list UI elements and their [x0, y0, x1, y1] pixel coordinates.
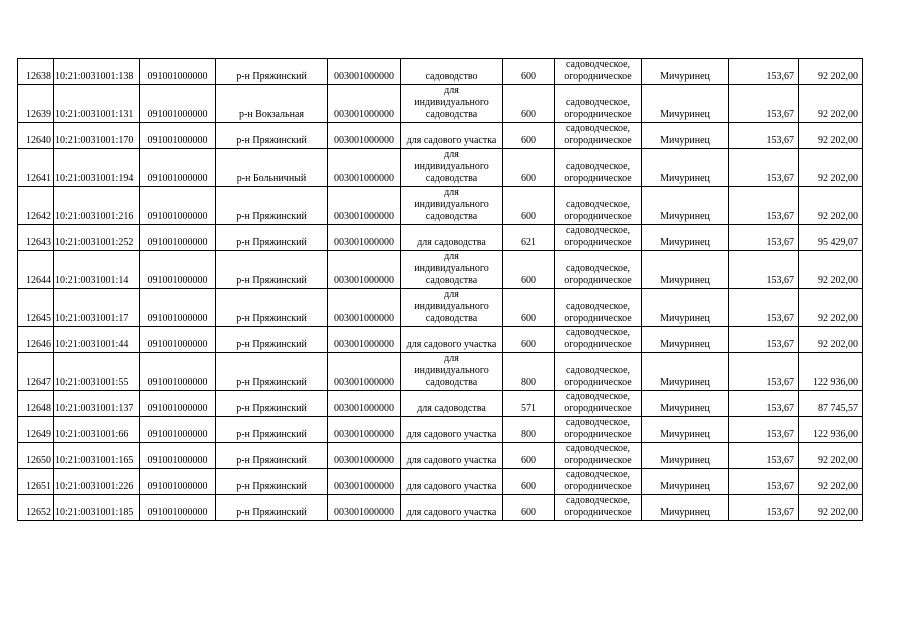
land-category-cell — [555, 327, 642, 353]
specific-value-cell: 153,67 — [729, 123, 799, 149]
land-category-cell — [555, 469, 642, 495]
oktmo-code-cell: 003001000000 — [328, 123, 401, 149]
okato-code-cell: 091001000000 — [140, 289, 216, 327]
permitted-use-line: для садоводства — [417, 237, 486, 248]
specific-value-cell: 153,67 — [729, 443, 799, 469]
location-cell: р-н Пряжинский — [216, 443, 328, 469]
okato-code-cell: 091001000000 — [140, 59, 216, 85]
permitted-use-line: для садового участка — [406, 507, 497, 518]
cadastral-number-cell: 10:21:0031001:137 — [54, 391, 140, 417]
permitted-use-line: для садового участка — [406, 481, 497, 492]
cadastral-value-cell: 95 429,07 — [799, 225, 863, 251]
okato-code-cell: 091001000000 — [140, 85, 216, 123]
location-cell: р-н Пряжинский — [216, 495, 328, 521]
cadastral-number-cell: 10:21:0031001:66 — [54, 417, 140, 443]
land-category-cell — [555, 149, 642, 187]
table-row — [18, 225, 863, 251]
area-cell: 600 — [503, 469, 555, 495]
area-cell: 600 — [503, 443, 555, 469]
land-category-cell — [555, 391, 642, 417]
land-plots-table — [17, 58, 863, 521]
record-number-cell: 12640 — [18, 123, 54, 149]
record-number-cell: 12651 — [18, 469, 54, 495]
permitted-use-line: индивидуального — [414, 301, 489, 312]
record-number-cell: 12652 — [18, 495, 54, 521]
specific-value-cell: 153,67 — [729, 149, 799, 187]
area-cell: 800 — [503, 353, 555, 391]
permitted-use-line: индивидуального — [414, 263, 489, 274]
land-category-line: садоводческое, — [565, 161, 631, 172]
land-category-line: садоводческое, — [565, 443, 631, 454]
permitted-use-line: садоводства — [425, 211, 478, 222]
permitted-use-line: садоводства — [425, 109, 478, 120]
area-cell: 571 — [503, 391, 555, 417]
land-category-line: огородническое — [564, 211, 632, 222]
area-cell: 600 — [503, 123, 555, 149]
okato-code-cell: 091001000000 — [140, 251, 216, 289]
cadastral-value-cell: 92 202,00 — [799, 495, 863, 521]
okato-code-cell: 091001000000 — [140, 327, 216, 353]
record-number-cell: 12641 — [18, 149, 54, 187]
land-category-line: огородническое — [564, 71, 632, 82]
permitted-use-line: для — [444, 289, 459, 300]
specific-value-cell: 153,67 — [729, 187, 799, 225]
permitted-use-line: для садового участка — [406, 429, 497, 440]
cadastral-number-cell: 10:21:0031001:226 — [54, 469, 140, 495]
partnership-name-cell: Мичуринец — [642, 443, 729, 469]
cadastral-value-cell: 92 202,00 — [799, 187, 863, 225]
permitted-use-line: для — [444, 251, 459, 262]
partnership-name-cell: Мичуринец — [642, 59, 729, 85]
specific-value-cell: 153,67 — [729, 353, 799, 391]
okato-code-cell: 091001000000 — [140, 187, 216, 225]
location-cell: р-н Пряжинский — [216, 289, 328, 327]
specific-value-cell: 153,67 — [729, 417, 799, 443]
location-cell: р-н Пряжинский — [216, 469, 328, 495]
permitted-use-cell — [401, 443, 503, 469]
location-cell: р-н Вокзальная — [216, 85, 328, 123]
okato-code-cell: 091001000000 — [140, 225, 216, 251]
table-row — [18, 187, 863, 225]
table-row — [18, 391, 863, 417]
cadastral-number-cell: 10:21:0031001:55 — [54, 353, 140, 391]
land-category-line: садоводческое, — [565, 199, 631, 210]
partnership-name-cell: Мичуринец — [642, 417, 729, 443]
okato-code-cell: 091001000000 — [140, 149, 216, 187]
oktmo-code-cell: 003001000000 — [328, 85, 401, 123]
location-cell: р-н Пряжинский — [216, 59, 328, 85]
okato-code-cell: 091001000000 — [140, 469, 216, 495]
oktmo-code-cell: 003001000000 — [328, 417, 401, 443]
partnership-name-cell: Мичуринец — [642, 123, 729, 149]
land-category-line: садоводческое, — [565, 417, 631, 428]
land-category-line: садоводческое, — [565, 225, 631, 236]
partnership-name-cell: Мичуринец — [642, 187, 729, 225]
area-cell: 600 — [503, 85, 555, 123]
cadastral-value-cell: 92 202,00 — [799, 123, 863, 149]
cadastral-number-cell: 10:21:0031001:17 — [54, 289, 140, 327]
partnership-name-cell: Мичуринец — [642, 289, 729, 327]
permitted-use-line: для — [444, 85, 459, 96]
specific-value-cell: 153,67 — [729, 251, 799, 289]
oktmo-code-cell: 003001000000 — [328, 495, 401, 521]
cadastral-number-cell: 10:21:0031001:216 — [54, 187, 140, 225]
area-cell: 600 — [503, 187, 555, 225]
land-category-line: огородническое — [564, 109, 632, 120]
partnership-name-cell: Мичуринец — [642, 495, 729, 521]
table-row — [18, 353, 863, 391]
land-category-cell — [555, 417, 642, 443]
permitted-use-line: индивидуального — [414, 199, 489, 210]
land-category-line: садоводческое, — [565, 59, 631, 70]
oktmo-code-cell: 003001000000 — [328, 327, 401, 353]
specific-value-cell: 153,67 — [729, 289, 799, 327]
land-category-line: садоводческое, — [565, 495, 631, 506]
land-category-cell — [555, 289, 642, 327]
cadastral-number-cell: 10:21:0031001:185 — [54, 495, 140, 521]
land-category-line: огородническое — [564, 481, 632, 492]
land-category-line: садоводческое, — [565, 123, 631, 134]
partnership-name-cell: Мичуринец — [642, 327, 729, 353]
area-cell: 600 — [503, 251, 555, 289]
cadastral-value-cell: 122 936,00 — [799, 353, 863, 391]
record-number-cell: 12647 — [18, 353, 54, 391]
permitted-use-line: для садоводства — [417, 403, 486, 414]
oktmo-code-cell: 003001000000 — [328, 251, 401, 289]
record-number-cell: 12648 — [18, 391, 54, 417]
permitted-use-cell — [401, 469, 503, 495]
land-category-line: огородническое — [564, 275, 632, 286]
table-row — [18, 327, 863, 353]
permitted-use-cell — [401, 59, 503, 85]
cadastral-number-cell: 10:21:0031001:138 — [54, 59, 140, 85]
land-category-line: садоводческое, — [565, 391, 631, 402]
permitted-use-line: индивидуального — [414, 161, 489, 172]
permitted-use-line: для — [444, 149, 459, 160]
record-number-cell: 12639 — [18, 85, 54, 123]
cadastral-value-cell: 87 745,57 — [799, 391, 863, 417]
cadastral-value-cell: 92 202,00 — [799, 149, 863, 187]
land-category-line: огородническое — [564, 377, 632, 388]
land-category-line: огородническое — [564, 173, 632, 184]
land-category-line: садоводческое, — [565, 327, 631, 338]
permitted-use-cell — [401, 149, 503, 187]
okato-code-cell: 091001000000 — [140, 353, 216, 391]
table-row — [18, 149, 863, 187]
land-category-line: огородническое — [564, 135, 632, 146]
record-number-cell: 12644 — [18, 251, 54, 289]
cadastral-number-cell: 10:21:0031001:194 — [54, 149, 140, 187]
okato-code-cell: 091001000000 — [140, 417, 216, 443]
land-category-line: садоводческое, — [565, 263, 631, 274]
cadastral-number-cell: 10:21:0031001:14 — [54, 251, 140, 289]
location-cell: р-н Пряжинский — [216, 225, 328, 251]
okato-code-cell: 091001000000 — [140, 391, 216, 417]
area-cell: 600 — [503, 327, 555, 353]
specific-value-cell: 153,67 — [729, 327, 799, 353]
partnership-name-cell: Мичуринец — [642, 251, 729, 289]
record-number-cell: 12643 — [18, 225, 54, 251]
location-cell: р-н Больничный — [216, 149, 328, 187]
cadastral-value-cell: 92 202,00 — [799, 289, 863, 327]
permitted-use-cell — [401, 225, 503, 251]
permitted-use-cell — [401, 391, 503, 417]
table-row — [18, 85, 863, 123]
table-row — [18, 123, 863, 149]
partnership-name-cell: Мичуринец — [642, 353, 729, 391]
area-cell: 621 — [503, 225, 555, 251]
oktmo-code-cell: 003001000000 — [328, 469, 401, 495]
land-category-line: огородническое — [564, 403, 632, 414]
permitted-use-cell — [401, 353, 503, 391]
oktmo-code-cell: 003001000000 — [328, 59, 401, 85]
permitted-use-line: для — [444, 187, 459, 198]
area-cell: 600 — [503, 149, 555, 187]
location-cell: р-н Пряжинский — [216, 123, 328, 149]
permitted-use-line: садоводство — [425, 71, 478, 82]
table-row — [18, 251, 863, 289]
land-category-line: огородническое — [564, 507, 632, 518]
specific-value-cell: 153,67 — [729, 495, 799, 521]
partnership-name-cell: Мичуринец — [642, 391, 729, 417]
permitted-use-cell — [401, 123, 503, 149]
record-number-cell: 12649 — [18, 417, 54, 443]
cadastral-number-cell: 10:21:0031001:170 — [54, 123, 140, 149]
land-category-cell — [555, 225, 642, 251]
oktmo-code-cell: 003001000000 — [328, 149, 401, 187]
table-row — [18, 417, 863, 443]
partnership-name-cell: Мичуринец — [642, 85, 729, 123]
land-category-cell — [555, 443, 642, 469]
land-category-cell — [555, 251, 642, 289]
okato-code-cell: 091001000000 — [140, 443, 216, 469]
location-cell: р-н Пряжинский — [216, 327, 328, 353]
partnership-name-cell: Мичуринец — [642, 469, 729, 495]
land-category-cell — [555, 85, 642, 123]
land-category-cell — [555, 353, 642, 391]
area-cell: 600 — [503, 59, 555, 85]
land-category-line: садоводческое, — [565, 301, 631, 312]
location-cell: р-н Пряжинский — [216, 353, 328, 391]
area-cell: 800 — [503, 417, 555, 443]
cadastral-number-cell: 10:21:0031001:131 — [54, 85, 140, 123]
land-category-line: огородническое — [564, 313, 632, 324]
cadastral-value-cell: 92 202,00 — [799, 59, 863, 85]
permitted-use-cell — [401, 85, 503, 123]
permitted-use-cell — [401, 417, 503, 443]
specific-value-cell: 153,67 — [729, 391, 799, 417]
location-cell: р-н Пряжинский — [216, 251, 328, 289]
land-category-line: садоводческое, — [565, 469, 631, 480]
oktmo-code-cell: 003001000000 — [328, 353, 401, 391]
location-cell: р-н Пряжинский — [216, 417, 328, 443]
permitted-use-cell — [401, 495, 503, 521]
permitted-use-cell — [401, 251, 503, 289]
okato-code-cell: 091001000000 — [140, 495, 216, 521]
table-row — [18, 443, 863, 469]
specific-value-cell: 153,67 — [729, 85, 799, 123]
table-row — [18, 289, 863, 327]
permitted-use-line: садоводства — [425, 377, 478, 388]
cadastral-value-cell: 92 202,00 — [799, 327, 863, 353]
permitted-use-cell — [401, 327, 503, 353]
permitted-use-line: для садового участка — [406, 455, 497, 466]
cadastral-value-cell: 92 202,00 — [799, 85, 863, 123]
table-row — [18, 59, 863, 85]
cadastral-value-cell: 92 202,00 — [799, 443, 863, 469]
oktmo-code-cell: 003001000000 — [328, 391, 401, 417]
specific-value-cell: 153,67 — [729, 469, 799, 495]
land-category-cell — [555, 59, 642, 85]
land-category-cell — [555, 495, 642, 521]
partnership-name-cell: Мичуринец — [642, 149, 729, 187]
record-number-cell: 12646 — [18, 327, 54, 353]
cadastral-number-cell: 10:21:0031001:252 — [54, 225, 140, 251]
permitted-use-line: садоводства — [425, 275, 478, 286]
record-number-cell: 12650 — [18, 443, 54, 469]
oktmo-code-cell: 003001000000 — [328, 443, 401, 469]
record-number-cell: 12642 — [18, 187, 54, 225]
permitted-use-line: садоводства — [425, 313, 478, 324]
land-category-line: огородническое — [564, 455, 632, 466]
permitted-use-cell — [401, 289, 503, 327]
land-category-line: огородническое — [564, 339, 632, 350]
land-category-cell — [555, 123, 642, 149]
record-number-cell: 12645 — [18, 289, 54, 327]
land-category-cell — [555, 187, 642, 225]
land-category-line: огородническое — [564, 429, 632, 440]
oktmo-code-cell: 003001000000 — [328, 187, 401, 225]
specific-value-cell: 153,67 — [729, 225, 799, 251]
partnership-name-cell: Мичуринец — [642, 225, 729, 251]
location-cell: р-н Пряжинский — [216, 391, 328, 417]
land-category-line: садоводческое, — [565, 97, 631, 108]
record-number-cell: 12638 — [18, 59, 54, 85]
table-row — [18, 495, 863, 521]
permitted-use-line: для — [444, 353, 459, 364]
permitted-use-line: индивидуального — [414, 97, 489, 108]
cadastral-value-cell: 92 202,00 — [799, 469, 863, 495]
permitted-use-cell — [401, 187, 503, 225]
cadastral-number-cell: 10:21:0031001:165 — [54, 443, 140, 469]
oktmo-code-cell: 003001000000 — [328, 225, 401, 251]
land-category-line: садоводческое, — [565, 365, 631, 376]
permitted-use-line: индивидуального — [414, 365, 489, 376]
table-body — [18, 59, 863, 521]
okato-code-cell: 091001000000 — [140, 123, 216, 149]
cadastral-value-cell: 122 936,00 — [799, 417, 863, 443]
permitted-use-line: садоводства — [425, 173, 478, 184]
oktmo-code-cell: 003001000000 — [328, 289, 401, 327]
area-cell: 600 — [503, 289, 555, 327]
specific-value-cell: 153,67 — [729, 59, 799, 85]
permitted-use-line: для садового участка — [406, 339, 497, 350]
table-row — [18, 469, 863, 495]
permitted-use-line: для садового участка — [406, 135, 497, 146]
location-cell: р-н Пряжинский — [216, 187, 328, 225]
cadastral-number-cell: 10:21:0031001:44 — [54, 327, 140, 353]
land-category-line: огородническое — [564, 237, 632, 248]
area-cell: 600 — [503, 495, 555, 521]
cadastral-value-cell: 92 202,00 — [799, 251, 863, 289]
